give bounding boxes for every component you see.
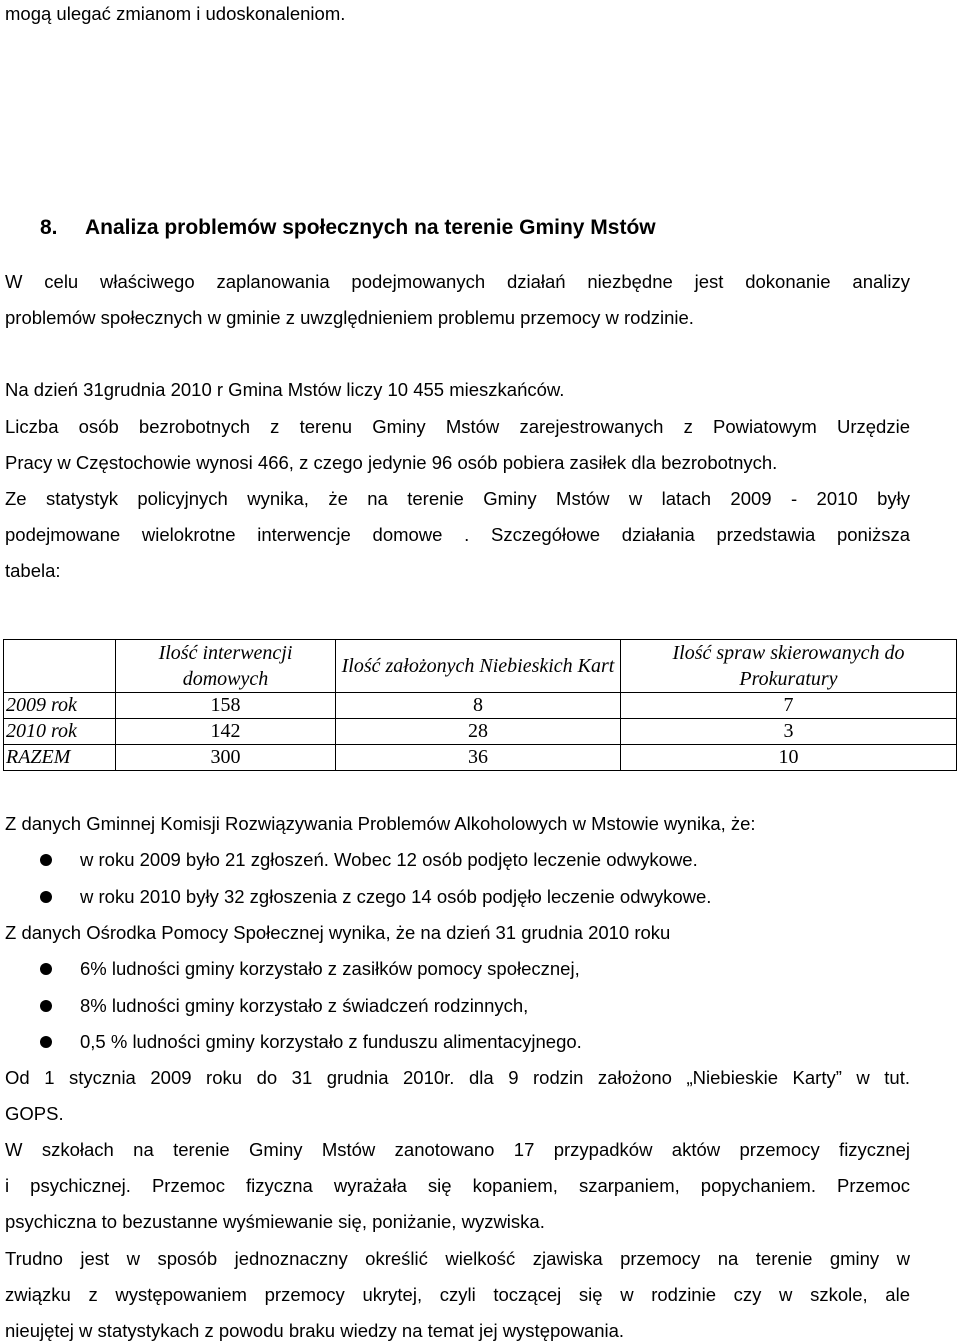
social-center-intro: Z danych Ośrodka Pomocy Społecznej wynika, że na dzień 31 grudnia 2010 roku bbox=[5, 922, 671, 943]
table-row bbox=[4, 693, 957, 719]
schools-line-2: i psychicznej. Przemoc fizyczna wyrażała się kopaniem, szarpaniem, popychaniem. Przemoc bbox=[5, 1175, 910, 1196]
intro-line-1: W celu właściwego zaplanowania podejmowanych działań niezbędne jest dokonanie analizy bbox=[5, 271, 910, 292]
commission-intro: Z danych Gminnej Komisji Rozwiązywania Problemów Alkoholowych w Mstowie wynika, że: bbox=[5, 813, 756, 834]
row-label: RAZEM bbox=[4, 745, 116, 771]
row-label: 2010 rok bbox=[4, 719, 116, 745]
table-cell: 8 bbox=[336, 693, 621, 719]
interventions-table bbox=[3, 639, 957, 771]
unemployment-line-2: Pracy w Częstochowie wynosi 466, z czego jedynie 96 osób pobiera zasiłek dla bezrobotnych. bbox=[5, 452, 778, 473]
conclusion-line-2: związku z występowaniem przemocy ukrytej, czyli toczącej się w rodzinie czy w szkole, ale bbox=[5, 1284, 910, 1305]
table-cell: 7 bbox=[621, 693, 957, 719]
table-cell: 10 bbox=[621, 745, 957, 771]
conclusion-line-1: Trudno jest w sposób jednoznaczny określić wielkość zjawiska przemocy na terenie gminy w bbox=[5, 1248, 910, 1269]
top-line: mogą ulegać zmianom i udoskonaleniom. bbox=[5, 3, 346, 24]
table-cell: 3 bbox=[621, 719, 957, 745]
police-line-2: podejmowane wielokrotne interwencje domowe . Szczegółowe działania przedstawia poniższa bbox=[5, 524, 910, 545]
intro-line-2: problemów społecznych w gminie z uwzględnieniem problemu przemocy w rodzinie. bbox=[5, 307, 694, 328]
table-header-cell: Ilość interwencji domowych bbox=[116, 640, 336, 693]
table-header-cell: Ilość założonych Niebieskich Kart bbox=[336, 640, 621, 693]
table-cell: 300 bbox=[116, 745, 336, 771]
population-paragraph: Na dzień 31grudnia 2010 r Gmina Mstów liczy 10 455 mieszkańców. bbox=[5, 379, 565, 400]
table-cell: 158 bbox=[116, 693, 336, 719]
blue-cards-line-1: Od 1 stycznia 2009 roku do 31 grudnia 2010r. dla 9 rodzin założono „Niebieskie Karty” w tut. bbox=[5, 1067, 910, 1088]
unemployment-line-1: Liczba osób bezrobotnych z terenu Gminy Mstów zarejestrowanych z Powiatowym Urzędzie bbox=[5, 416, 910, 437]
schools-line-1: W szkołach na terenie Gminy Mstów zanotowano 17 przypadków aktów przemocy fizycznej bbox=[5, 1139, 910, 1160]
table-row bbox=[4, 719, 957, 745]
section-heading bbox=[40, 216, 656, 240]
bullet-icon bbox=[40, 854, 52, 866]
bullet-icon bbox=[40, 963, 52, 975]
table-header-cell bbox=[4, 640, 116, 693]
table-cell: 142 bbox=[116, 719, 336, 745]
table-header-cell: Ilość spraw skierowanych do Prokuratury bbox=[621, 640, 957, 693]
bullet-icon bbox=[40, 891, 52, 903]
table-cell: 36 bbox=[336, 745, 621, 771]
section-title: Analiza problemów społecznych na terenie Gminy Mstów bbox=[85, 216, 656, 239]
list-item-text: 0,5 % ludności gminy korzystało z funduszu alimentacyjnego. bbox=[80, 1031, 582, 1052]
table-header-row bbox=[4, 640, 957, 693]
list-item-text: w roku 2010 były 32 zgłoszenia z czego 14 osób podjęło leczenie odwykowe. bbox=[80, 886, 712, 907]
list-item-text: w roku 2009 było 21 zgłoszeń. Wobec 12 osób podjęto leczenie odwykowe. bbox=[80, 849, 698, 870]
bullet-icon bbox=[40, 1036, 52, 1048]
schools-line-3: psychiczna to bezustanne wyśmiewanie się, poniżanie, wyzwiska. bbox=[5, 1211, 545, 1232]
blue-cards-line-2: GOPS. bbox=[5, 1103, 64, 1124]
police-line-1: Ze statystyk policyjnych wynika, że na terenie Gminy Mstów w latach 2009 - 2010 były bbox=[5, 488, 910, 509]
section-number: 8. bbox=[40, 216, 58, 239]
table-row bbox=[4, 745, 957, 771]
conclusion-line-3: nieujętej w statystykach z powodu braku wiedzy na temat jej występowania. bbox=[5, 1320, 625, 1341]
list-item-text: 8% ludności gminy korzystało z świadczeń rodzinnych, bbox=[80, 995, 529, 1016]
row-label: 2009 rok bbox=[4, 693, 116, 719]
list-item-text: 6% ludności gminy korzystało z zasiłków pomocy społecznej, bbox=[80, 958, 580, 979]
bullet-icon bbox=[40, 1000, 52, 1012]
police-line-3: tabela: bbox=[5, 560, 61, 581]
table-cell: 28 bbox=[336, 719, 621, 745]
